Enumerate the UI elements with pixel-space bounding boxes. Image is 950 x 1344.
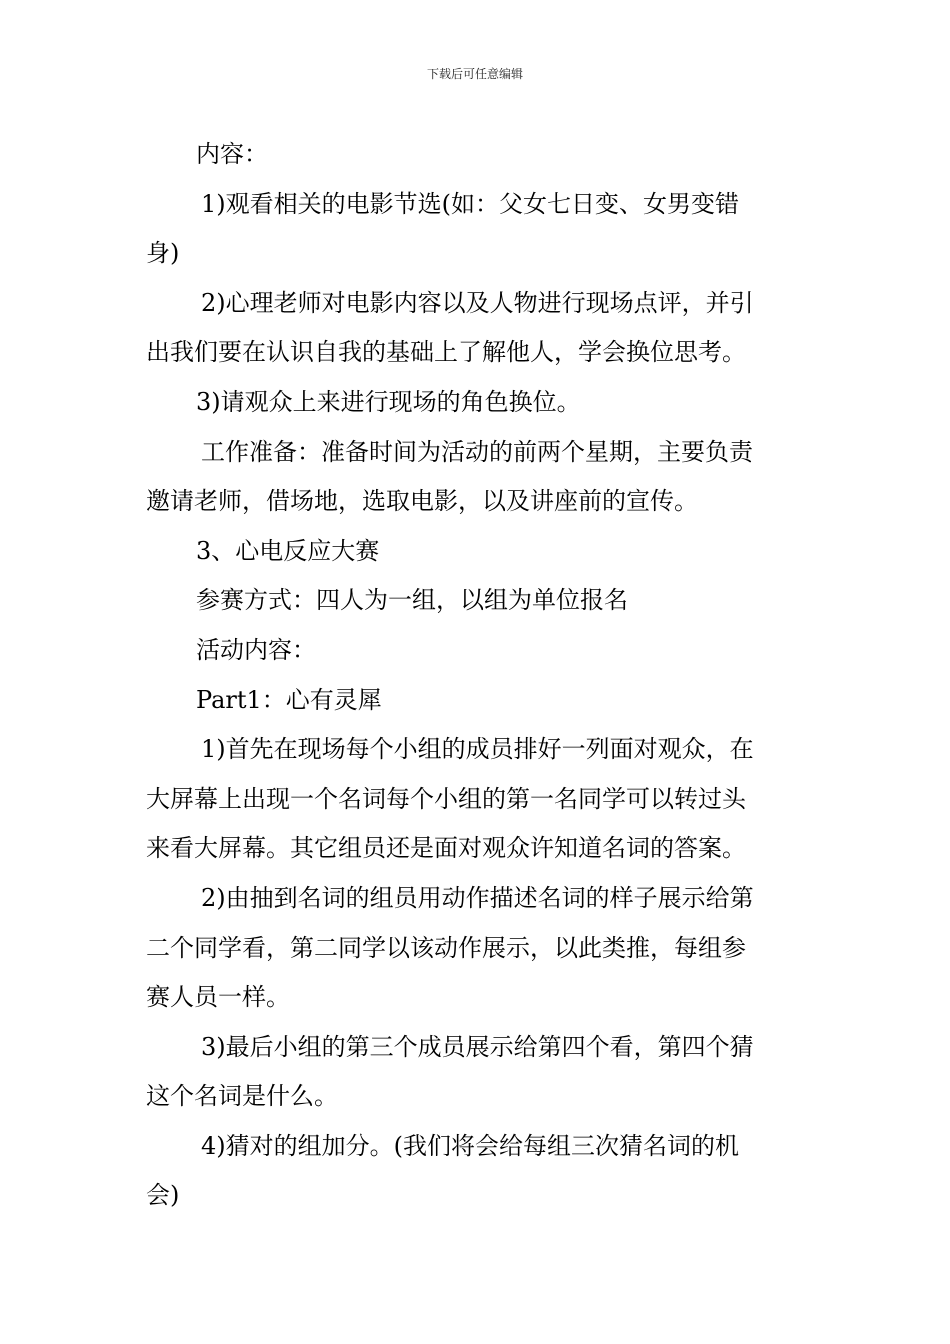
- paragraph-line: 3)请观众上来进行现场的角色换位。: [196, 387, 581, 416]
- paragraph-line: 活动内容：: [196, 635, 316, 664]
- paragraph-line: 1)观看相关的电影节选(如：父女七日变、女男变错: [201, 189, 739, 218]
- paragraph-line: 赛人员一样。: [146, 983, 290, 1012]
- paragraph-line: 出我们要在认识自我的基础上了解他人，学会换位思考。: [146, 338, 746, 367]
- section-heading: 3、心电反应大赛: [196, 536, 380, 565]
- paragraph-line: 身): [146, 239, 180, 268]
- paragraph-line: 大屏幕上出现一个名词每个小组的第一名同学可以转过头: [146, 784, 746, 813]
- document-body: [146, 130, 808, 1221]
- paragraph-line: 参赛方式：四人为一组，以组为单位报名: [196, 586, 628, 615]
- paragraph-line: 来看大屏幕。其它组员还是面对观众许知道名词的答案。: [146, 834, 746, 863]
- paragraph-line: 3)最后小组的第三个成员展示给第四个看，第四个猜: [201, 1032, 754, 1061]
- paragraph-line: 2)心理老师对电影内容以及人物进行现场点评，并引: [201, 288, 754, 317]
- paragraph-line: 4)猜对的组加分。(我们将会给每组三次猜名词的机: [201, 1131, 739, 1160]
- subsection-heading: Part1：心有灵犀: [196, 685, 382, 714]
- paragraph-line: 工作准备：准备时间为活动的前两个星期，主要负责: [201, 437, 753, 466]
- paragraph-line: 二个同学看，第二同学以该动作展示，以此类推，每组参: [146, 933, 746, 962]
- paragraph-line: 会): [146, 1181, 180, 1210]
- page-header-note: 下载后可任意编辑: [426, 67, 523, 81]
- paragraph-line: 邀请老师，借场地，选取电影，以及讲座前的宣传。: [146, 487, 698, 516]
- paragraph-line: 内容：: [196, 140, 268, 168]
- paragraph-line: 2)由抽到名词的组员用动作描述名词的样子展示给第: [201, 883, 754, 912]
- paragraph-line: 1)首先在现场每个小组的成员排好一列面对观众，在: [201, 735, 754, 764]
- paragraph-line: 这个名词是什么。: [146, 1082, 338, 1111]
